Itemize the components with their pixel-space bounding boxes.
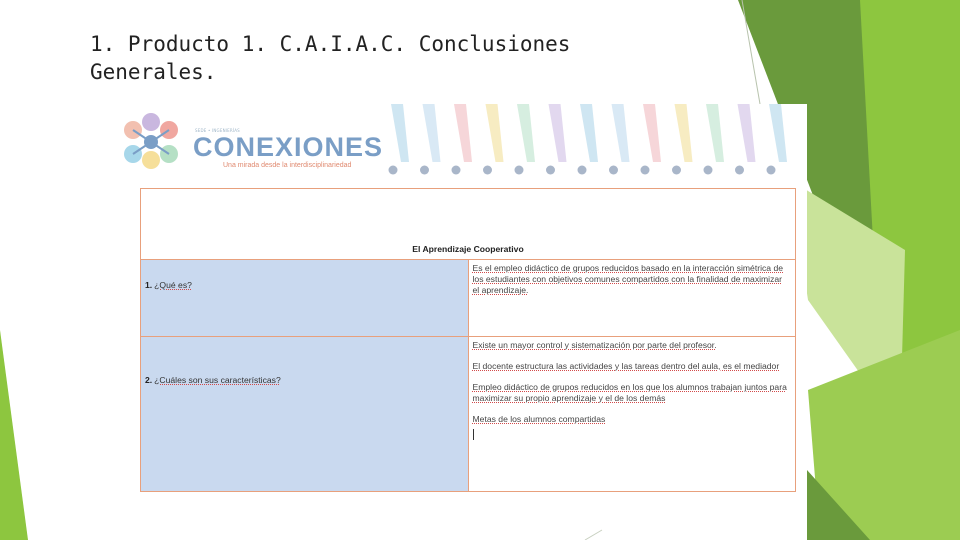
question-text: ¿Cuáles son sus características? bbox=[154, 375, 281, 385]
banner-stripe bbox=[643, 104, 661, 162]
banner-stripe bbox=[454, 104, 472, 162]
answer-cell bbox=[468, 337, 796, 492]
green-shape-left bbox=[0, 330, 28, 540]
banner-dot bbox=[389, 166, 398, 175]
banner-dot bbox=[420, 166, 429, 175]
banner-dot bbox=[704, 166, 713, 175]
logo-tagline: SEDE • INGENIERÍAS bbox=[195, 128, 240, 133]
table-row bbox=[141, 337, 796, 492]
banner-stripe bbox=[549, 104, 567, 162]
banner-dot bbox=[767, 166, 776, 175]
banner-dot bbox=[452, 166, 461, 175]
document-screenshot bbox=[113, 104, 807, 527]
banner-dot bbox=[546, 166, 555, 175]
question-number: 1. bbox=[145, 280, 153, 290]
table-row bbox=[141, 260, 796, 337]
banner-stripe bbox=[675, 104, 693, 162]
answer-text: Existe un mayor control y sistematización por parte del profesor. bbox=[472, 340, 717, 350]
answer-text: Empleo didáctico de grupos reducidos en los que los alumnos trabajan juntos para maximizar su propio aprendizaje y el de los demás bbox=[472, 382, 787, 403]
question-number: 2. bbox=[145, 375, 153, 385]
banner-dot bbox=[735, 166, 744, 175]
cooperative-learning-table bbox=[140, 188, 796, 492]
banner-dot bbox=[483, 166, 492, 175]
banner-stripe bbox=[423, 104, 441, 162]
banner-dot bbox=[641, 166, 650, 175]
answer-text: Es el empleo didáctico de grupos reducidos basado en la interacción simétrica de los estudiantes con objetivos comunes compartidos con la finalidad de maximizar el aprendizaje. bbox=[472, 263, 784, 295]
answer-cell bbox=[468, 260, 796, 337]
banner-stripe bbox=[517, 104, 535, 162]
banner-stripe bbox=[769, 104, 787, 162]
banner-stripe bbox=[738, 104, 756, 162]
answer-text: Metas de los alumnos compartidas bbox=[472, 414, 606, 424]
banner-stripe bbox=[612, 104, 630, 162]
banner-dot bbox=[609, 166, 618, 175]
question-cell bbox=[141, 260, 469, 337]
question-cell bbox=[141, 337, 469, 492]
banner-stripe bbox=[486, 104, 504, 162]
answer-text: El docente estructura las actividades y las tareas dentro del aula, es el mediador bbox=[472, 361, 780, 371]
logo-brand: CONEXIONES bbox=[193, 132, 384, 162]
decorative-banner bbox=[383, 104, 797, 180]
banner-stripe bbox=[706, 104, 724, 162]
banner-dot bbox=[515, 166, 524, 175]
banner-stripe bbox=[391, 104, 409, 162]
network-logo-icon bbox=[121, 108, 185, 184]
table-heading: El Aprendizaje Cooperativo bbox=[141, 189, 796, 260]
banner-stripe bbox=[580, 104, 598, 162]
banner-dot bbox=[672, 166, 681, 175]
question-text: ¿Qué es? bbox=[154, 280, 192, 290]
banner-dot bbox=[578, 166, 587, 175]
conexiones-logo bbox=[121, 108, 384, 184]
text-cursor bbox=[473, 429, 474, 440]
slide-title: 1. Producto 1. C.A.I.A.C. Conclusiones Generales. bbox=[90, 32, 571, 84]
deco-line-bottom bbox=[585, 530, 602, 540]
logo-subtitle: Una mirada desde la interdisciplinariedad bbox=[223, 162, 352, 169]
